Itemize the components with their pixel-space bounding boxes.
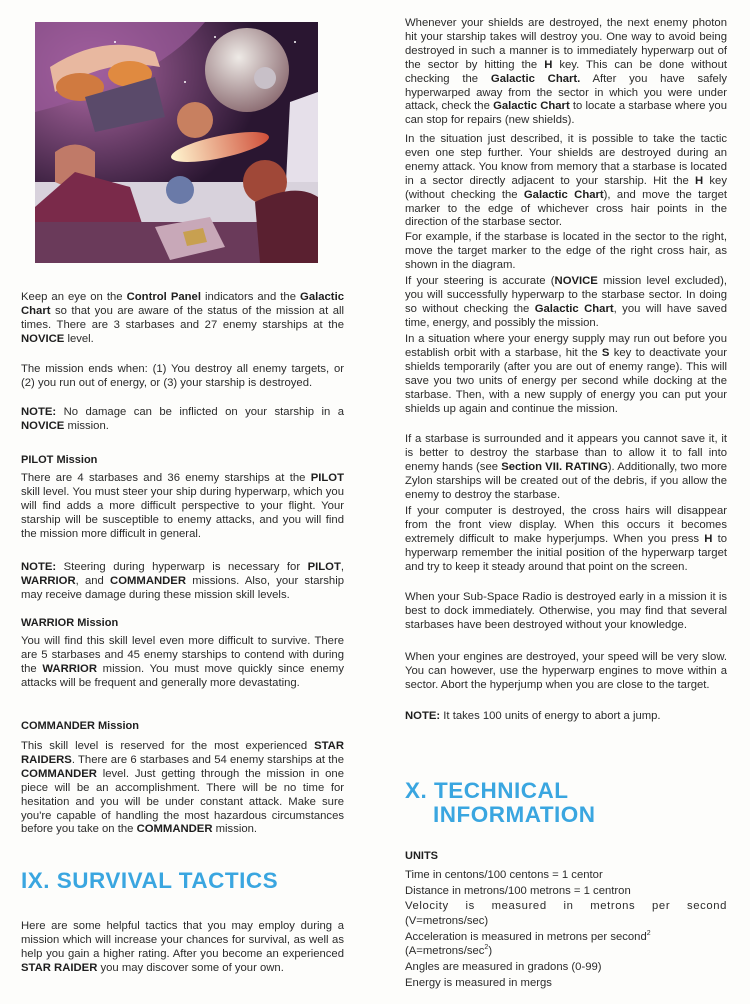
- computer-destroyed-paragraph: If your computer is destroyed, the cross hairs will disappear from the front view display. When this occurs it becomes extremely difficult to make hyperjumps. When you press H to hyperwarp remember the initial position of the hyperwarp target and try to keep it steady around that point on the screen.: [405, 505, 727, 573]
- section-x-title-line2: INFORMATION: [433, 802, 596, 827]
- intro-paragraph: Keep an eye on the Control Panel indicators and the Galactic Chart so that you are aware of the status of the mission at all times. There are 3 starbases and 27 enemy starships at the NOVICE level.: [21, 291, 344, 345]
- steering-paragraph: If your steering is accurate (NOVICE mission level excluded), you will successfully hyperwarp to the starbase sector. In doing so without checking the Galactic Chart, you will have saved time, energy, and possibly the mission.: [405, 275, 727, 329]
- commander-paragraph: This skill level is reserved for the most experienced STAR RAIDERS. There are 6 starbases and 54 enemy starships at the COMMANDER level. Just getting through the mission in one piece will be an accomplishment. There will be no time for hesitation and you will be under constant attack. Make sure you're capable of handling the most hazardous circumstances before you take on the COMMANDER mission.: [21, 740, 344, 836]
- units-heading: UNITS: [405, 850, 438, 862]
- surrounded-starbase-paragraph: If a starbase is surrounded and it appears you cannot save it, it is better to destroy the starbase than to allow it to fall into enemy hands (see Section VII. RATING). Additionally, two more Zylon starships will be created out of the debris, if you allow the enemy to destroy the starbase.: [405, 433, 727, 501]
- engines-destroyed-paragraph: When your engines are destroyed, your speed will be very slow. You can however, use the hyperwarp engines to move within a sector. Abort the hyperjump when you are close to the target.: [405, 651, 727, 691]
- survival-intro-paragraph: Here are some helpful tactics that you may employ during a mission which will increase your chances for survival, as well as help you gain a higher rating. After you become an experienced STAR RAIDER you may discover some of your own.: [21, 920, 344, 974]
- energy-paragraph: In a situation where your energy supply may run out before you establish orbit with a starbase, hit the S key to deactivate your shields temporarily (after you are out of enemy range). This will save you two units of energy per second while docking at the starbase. Then, with a new supply of energy you can put your shields up again and continue the mission.: [405, 333, 727, 415]
- warrior-paragraph: You will find this skill level even more difficult to survive. There are 5 starbases and 45 enemy starships to contend with during the WARRIOR mission. You must move quickly since enemy attacks will be frequent and generally more devastating.: [21, 635, 344, 689]
- units-item: Angles are measured in gradons (0-99): [405, 961, 602, 974]
- hyperwarp-note: NOTE: Steering during hyperwarp is necessary for PILOT, WARRIOR, and COMMANDER missions. Also, your starship may receive damage during these mission skill levels.: [21, 561, 344, 601]
- abort-note: NOTE: It takes 100 units of energy to abort a jump.: [405, 710, 661, 722]
- units-item: $(A=metrons/\sec^2)$: [405, 944, 493, 958]
- units-item: Time in centons/100 centons = 1 centor: [405, 869, 603, 881]
- units-list: [405, 868, 727, 992]
- units-item: Acceleration is measured in metrons per second$^2$: [405, 930, 651, 943]
- mission-ends-paragraph: The mission ends when: (1) You destroy all enemy targets, or (2) you run out of energy, or (3) your starship is destroyed.: [21, 363, 344, 389]
- units-item: Velocity is measured in metrons per second: [405, 900, 727, 913]
- units-item: (V=metrons/sec): [405, 914, 489, 927]
- superscript: 2: [646, 930, 651, 938]
- section-ix-title: IX. SURVIVAL TACTICS: [21, 868, 279, 893]
- section-x-title-line1: X. TECHNICAL: [405, 778, 569, 803]
- warrior-heading: WARRIOR Mission: [21, 617, 119, 629]
- space-battle-illustration: [35, 22, 318, 263]
- example-paragraph: For example, if the starbase is located in the sector to the right, move the target marker to the edge of the right cross hair, as shown in the diagram.: [405, 231, 727, 271]
- units-item: Distance in metrons/100 metrons = 1 centron: [405, 884, 631, 897]
- pilot-paragraph: There are 4 starbases and 36 enemy starships at the PILOT skill level. You must steer your ship during hyperwarp, which you will find adds a more difficult perspective to your flight. Your starship will be susceptible to enemy attacks, and you will find the mission more difficult in general.: [21, 472, 344, 540]
- section-x-title: [405, 779, 596, 827]
- commander-heading: COMMANDER Mission: [21, 720, 139, 732]
- novice-note: NOTE: No damage can be inflicted on your starship in a NOVICE mission.: [21, 406, 344, 432]
- superscript: 2: [484, 944, 489, 952]
- shields-paragraph: Whenever your shields are destroyed, the next enemy photon hit your starship takes will destroy you. One way to avoid being destroyed in such a manner is to immediately hyperwarp out of the sector by hitting the H key. This can be done without checking the Galactic Chart. After you have safely hyperwarped away from the sector in which you were under attack, check the Galactic Chart to locate a starbase where you can stop for repairs (new shields).: [405, 17, 727, 127]
- adjacent-starbase-paragraph: In the situation just described, it is possible to take the tactic even one step further. Your shields are destroyed during an enemy attack. You know from memory that a starbase is located in a sector directly adjacent to your starship. Hit the H key (without checking the Galactic Chart), and move the target marker to the edge of whichever cross hair points in the direction of the starbase sector.: [405, 133, 727, 229]
- radio-destroyed-paragraph: When your Sub-Space Radio is destroyed early in a mission it is best to dock immediately. Otherwise, you may find that several starbases have been destroyed without your knowledge.: [405, 591, 727, 631]
- units-item: Energy is measured in mergs: [405, 976, 552, 989]
- pilot-heading: PILOT Mission: [21, 454, 98, 466]
- illustration-art: [35, 22, 318, 263]
